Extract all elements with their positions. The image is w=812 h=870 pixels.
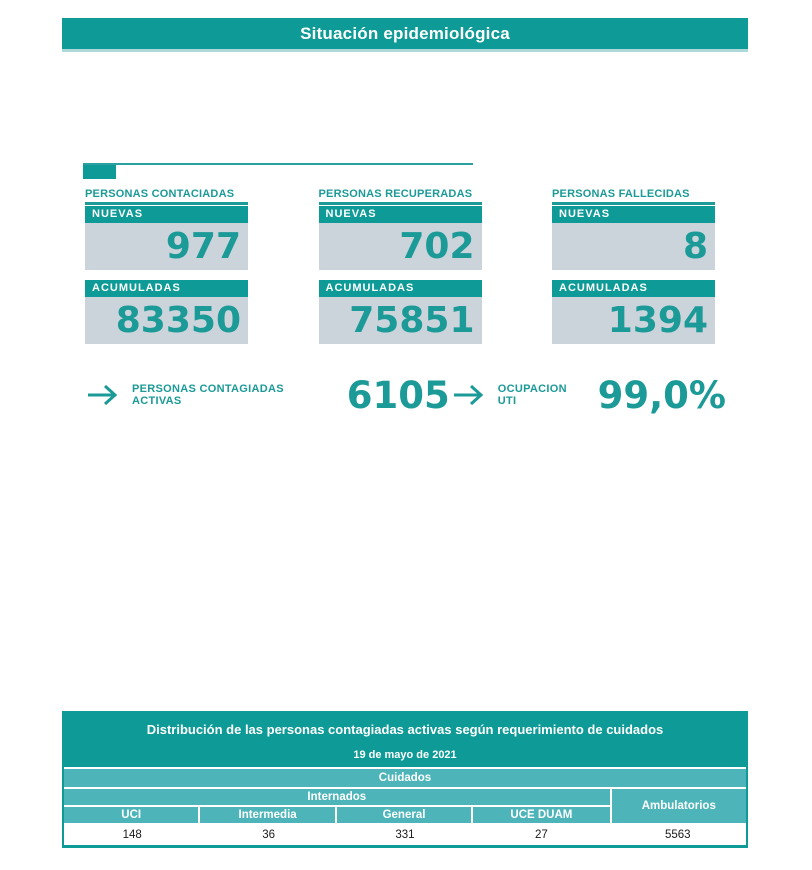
table-date: 19 de mayo de 2021 xyxy=(64,745,746,765)
card-title: PERSONAS RECUPERADAS xyxy=(319,188,482,205)
nuevas-bar: NUEVAS xyxy=(85,206,248,223)
table-value-general: 331 xyxy=(337,825,473,845)
highlight-label: PERSONAS CONTAGIADAS ACTIVAS xyxy=(132,383,284,407)
highlight-value: 99,0% xyxy=(597,373,726,417)
card-fallecidas xyxy=(552,188,715,344)
card-contagiadas xyxy=(85,188,248,344)
header-bar xyxy=(62,18,748,52)
nuevas-value: 977 xyxy=(165,225,241,267)
table-title: Distribución de las personas contagiadas activas según requerimiento de cuidados xyxy=(64,713,746,745)
care-distribution-table xyxy=(62,711,748,848)
card-recuperadas xyxy=(319,188,482,344)
table-value-intermedia: 36 xyxy=(200,825,336,845)
acumuladas-value: 75851 xyxy=(349,299,475,341)
stat-cards xyxy=(85,188,715,344)
arrow-right-icon xyxy=(452,382,486,408)
nuevas-bar: NUEVAS xyxy=(552,206,715,223)
nuevas-box xyxy=(85,223,248,270)
scrollbar-thumb[interactable] xyxy=(83,165,116,179)
arrow-right-icon xyxy=(86,382,120,408)
highlight-value: 6105 xyxy=(346,373,450,417)
acumuladas-bar: ACUMULADAS xyxy=(552,280,715,297)
nuevas-box xyxy=(319,223,482,270)
acumuladas-box xyxy=(85,297,248,344)
table-header-general: General xyxy=(337,805,473,823)
acumuladas-value: 1394 xyxy=(607,299,708,341)
table-header-grid xyxy=(64,787,746,823)
table-value-uci: 148 xyxy=(64,825,200,845)
acumuladas-bar: ACUMULADAS xyxy=(85,280,248,297)
table-group-cuidados: Cuidados xyxy=(64,767,746,787)
highlight-activas xyxy=(86,373,450,417)
table-header-uci: UCI xyxy=(64,805,200,823)
acumuladas-box xyxy=(552,297,715,344)
table-data-row xyxy=(64,823,746,845)
table-header-ambulatorios: Ambulatorios xyxy=(610,787,746,823)
table-header-internados: Internados xyxy=(64,787,610,805)
card-title: PERSONAS FALLECIDAS xyxy=(552,188,715,205)
highlight-label: OCUPACION UTI xyxy=(497,383,567,407)
card-title: PERSONAS CONTACIADAS xyxy=(85,188,248,205)
table-value-uce-duam: 27 xyxy=(473,825,609,845)
acumuladas-bar: ACUMULADAS xyxy=(319,280,482,297)
nuevas-bar: NUEVAS xyxy=(319,206,482,223)
scrollbar-track xyxy=(83,163,473,165)
acumuladas-box xyxy=(319,297,482,344)
nuevas-value: 702 xyxy=(399,225,475,267)
table-value-ambulatorios: 5563 xyxy=(610,825,746,845)
table-header-intermedia: Intermedia xyxy=(200,805,336,823)
nuevas-value: 8 xyxy=(682,225,708,267)
table-header-uce-duam: UCE DUAM xyxy=(473,805,609,823)
page-title: Situación epidemiológica xyxy=(300,23,510,43)
highlight-uti xyxy=(452,373,726,417)
highlight-row xyxy=(86,372,726,418)
acumuladas-value: 83350 xyxy=(115,299,241,341)
nuevas-box xyxy=(552,223,715,270)
